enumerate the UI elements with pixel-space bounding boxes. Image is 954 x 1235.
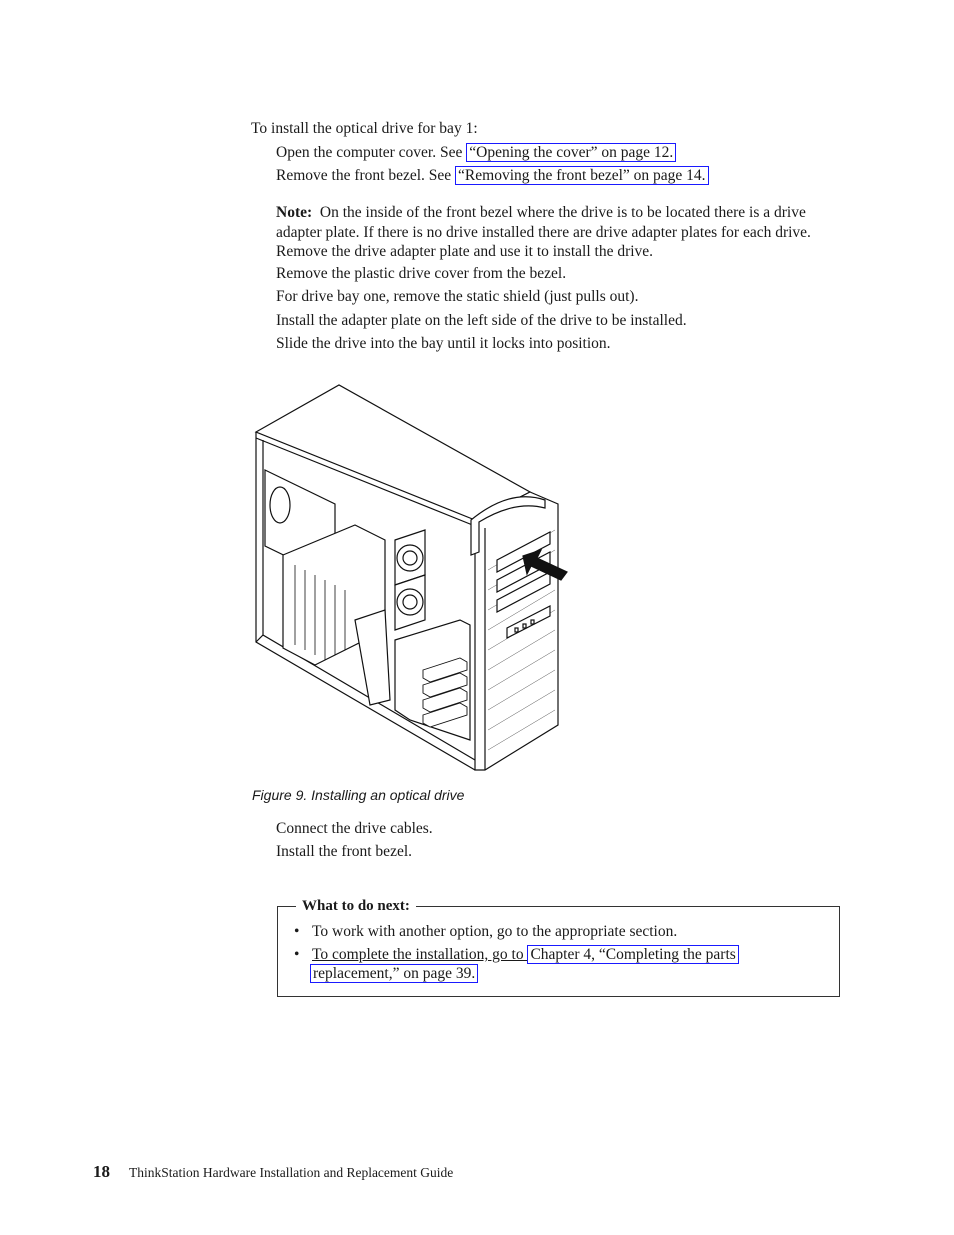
next-bullet-complete-line2 <box>310 965 478 983</box>
what-next-title: What to do next: <box>296 898 416 915</box>
step-open-cover-text: Open the computer cover. See <box>276 144 467 161</box>
figure-caption: Figure 9. Installing an optical drive <box>252 787 465 803</box>
step-remove-cover: Remove the plastic drive cover from the bezel. <box>276 265 567 282</box>
chapter4-link-line2[interactable]: replacement,” on page 39. <box>310 964 478 983</box>
page-number: 18 <box>93 1162 110 1181</box>
step-install-bezel: Install the front bezel. <box>276 843 413 860</box>
step-adapter-plate: Install the adapter plate on the left side of the drive to be installed. <box>276 312 687 329</box>
note-paragraph <box>276 203 842 262</box>
step-static-shield: For drive bay one, remove the static shield (just pulls out). <box>276 288 639 305</box>
bullet-dot-2: • <box>294 946 300 963</box>
step-remove-bezel-text: Remove the front bezel. See <box>276 167 456 184</box>
chapter4-link-line1[interactable]: Chapter 4, “Completing the parts <box>527 945 738 964</box>
note-text: On the inside of the front bezel where the drive is to be located there is a drive adapter plate. If there is no drive installed there are drive adapter plates for each drive. Remove the drive adapter plate and use it to install the drive. <box>276 204 811 260</box>
bullet-dot-1: • <box>294 923 300 940</box>
opening-cover-link[interactable]: “Opening the cover” on page 12. <box>466 143 676 162</box>
note-label: Note: <box>276 204 313 221</box>
step-slide-drive: Slide the drive into the bay until it locks into position. <box>276 335 611 352</box>
footer-book-title: ThinkStation Hardware Installation and Replacement Guide <box>129 1165 454 1180</box>
next-bullet-complete-text: To complete the installation, go to <box>312 946 528 963</box>
next-bullet-option: To work with another option, go to the appropriate section. <box>312 923 678 940</box>
optical-drive-illustration <box>245 380 575 780</box>
step-connect-cables: Connect the drive cables. <box>276 820 433 837</box>
intro-text: To install the optical drive for bay 1: <box>251 120 478 137</box>
step-open-cover <box>276 144 676 162</box>
removing-bezel-link[interactable]: “Removing the front bezel” on page 14. <box>455 166 709 185</box>
step-remove-bezel <box>276 167 709 185</box>
next-bullet-complete <box>312 946 739 964</box>
